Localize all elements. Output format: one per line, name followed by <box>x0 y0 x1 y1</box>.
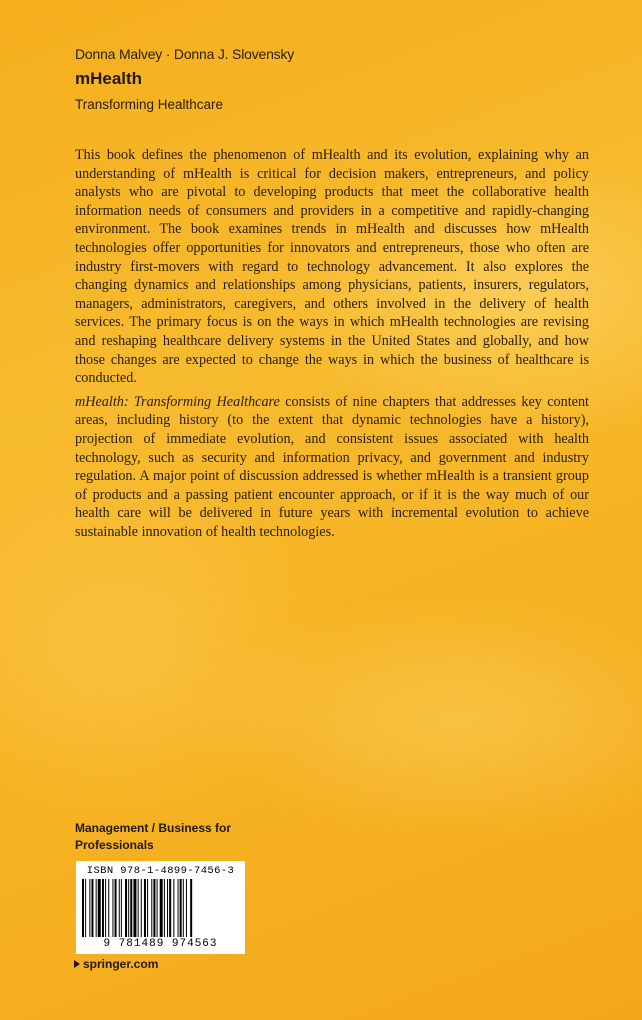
cover-header <box>75 46 294 112</box>
barcode-bars <box>82 879 239 937</box>
description-paragraph-2 <box>75 393 589 542</box>
authors: Donna Malvey · Donna J. Slovensky <box>75 46 295 62</box>
description-paragraph-1: This book defines the phenomenon of mHealth and its evolution, explaining why an understanding of mHealth is critical for decision makers, entrepreneurs, and policy analysts who are pivotal to developing products that meet the collaborative health information needs of consumers and providers in a competitive and rapidly-changing environment. The book examines trends in mHealth and discusses how mHealth technologies offer opportunities for innovators and entrepreneurs, those who often are industry first-movers with regard to technology advancement. It also explores the changing dynamics and relationships among physicians, patients, insurers, regulators, managers, administrators, caregivers, and others involved in the delivery of health services. The primary focus is on the ways in which mHealth technologies are revising and reshaping healthcare delivery systems in the United States and globally, and how those changes are expected to change the ways in which the business of healthcare is conducted. <box>75 147 589 387</box>
subject-category: Management / Business for Professionals <box>75 821 232 852</box>
description-paragraph-2-text: consists of nine chapters that addresses key content areas, including history (to the extent that dynamic technologies have a history), projection of immediate evolution, and consistent issues associated with health technology, such as security and information privacy, and government and industry regulation. A major point of discussion addressed is whether mHealth is a transient group of products and a passing patient encounter approach, or if it is the way much of our health care will be delivered in future years with incremental evolution to achieve sustainable innovation of health technologies. <box>75 393 589 540</box>
isbn-label: ISBN 978-1-4899-7456-3 <box>86 865 235 877</box>
publisher-link[interactable] <box>74 957 158 971</box>
publisher-url: springer.com <box>83 957 159 971</box>
arrow-right-icon <box>74 960 80 968</box>
isbn-barcode <box>76 861 245 954</box>
book-description <box>75 146 589 546</box>
description-book-title-italic: mHealth: Transforming Healthcare <box>75 393 280 410</box>
book-title: mHealth <box>75 69 143 88</box>
book-subtitle: Transforming Healthcare <box>75 97 224 112</box>
barcode-digits: 9 781489 974563 <box>103 938 218 950</box>
